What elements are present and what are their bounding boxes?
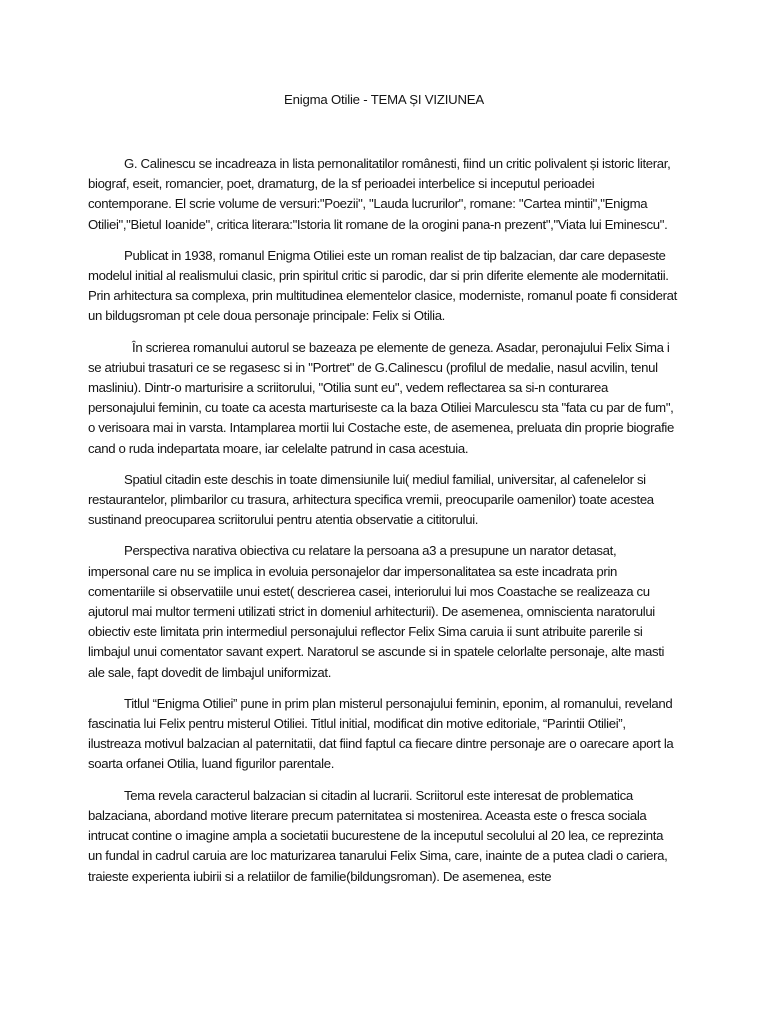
paragraph-narrative-perspective: Perspectiva narativa obiectiva cu relatare la persoana a3 a presupune un narator detasat, impersonal care nu se implica in evoluia personajelor dar impersonalitatea sa este incadrata prin comentariile si observatiile unui estet( descrierea casei, interiorului lui mos Coastache se realizeaza cu ajutorul mai multor termeni utilizati strict in domeniul arhitecturii). De asemenea, omniscienta naratorului obiectiv este limitata prin intermediul personajului reflector Felix Sima caruia ii sunt atribuite parerile si limbajul unui comentator savant expert. Naratorul se ascunde si in spatele celorlalte personaje, alte masti ale sale, fapt dovedit de limbajul uniformizat.	[88, 543, 665, 680]
document-title: Enigma Otilie - TEMA ȘI VIZIUNEA	[283, 92, 484, 107]
document-body	[88, 154, 678, 898]
paragraph-theme: Tema revela caracterul balzacian si citadin al lucrarii. Scriitorul este interesat de problematica balzaciana, abordand motive literare precum paternitatea si mostenirea. Aceasta este o fresca sociala intrucat contine o imagine ampla a societatii bucurestene de la inceputul secolului al 20 lea, ce reprezinta un fundal in cadrul caruia are loc maturizarea tanarului Felix Sima, care, inainte de a putea cladi o cariera, traieste experienta iubirii si a relatiilor de familie(bildungsroman). De asemenea, este	[88, 787, 668, 884]
paragraph-urban-space: Spatiul citadin este deschis in toate dimensiunile lui( mediul familial, universitar, al cafenelelor si restaurantelor, plimbarilor cu trasura, arhitectura specifica vremii, preocuparile oamenilor) toate acestea sustinand preocuparea scriitorului pentru atentia observatie a cititorului.	[88, 471, 654, 528]
paragraph-title: Titlul “Enigma Otiliei” pune in prim plan misterul personajului feminin, eponim, al romanului, reveland fascinatia lui Felix pentru misterul Otiliei. Titlul initial, modificat din motive editoriale, “Parintii Otiliei”, ilustreaza motivul balzacian al paternitatii, dat fiind faptul ca fiecare dintre personaje are o oarecare aport la soarta orfanei Otilia, luand figurilor parentale.	[88, 695, 674, 772]
paragraph-intro: G. Calinescu se incadreaza in lista pernonalitatilor românesti, fiind un critic polivalent și istoric literar, biograf, eseit, romancier, poet, dramaturg, de la sf perioadei interbelice si inceputul perioadei contemporane. El scrie volume de versuri:"Poezii", "Lauda lucrurilor", romane: "Cartea mintii","Enigma Otiliei","Bietul Ioanide", critica literara:"Istoria lit romane de la orogini pana-n prezent","Viata lui Eminescu".	[88, 156, 671, 232]
paragraph-genesis: În scrierea romanului autorul se bazeaza pe elemente de geneza. Asadar, peronajului Felix Sima i se atriubui trasaturi ce se regasesc si in "Portret" de G.Calinescu (profilul de medalie, nasul acvilin, tenul masliniu). Dintr-o marturisire a scriitorului, "Otilia sunt eu", vedem reflectarea sa si-n conturarea personajului feminin, cu toate ca acesta marturiseste ca la baza Otiliei Marculescu sta "fata cu par de fum", o verisoara mai in varsta. Intamplarea mortii lui Costache este, de asemenea, preluata din proprie biografie cand o ruda indepartata moare, iar celelalte patrund in casa acestuia.	[88, 339, 674, 456]
paragraph-publication: Publicat in 1938, romanul Enigma Otiliei este un roman realist de tip balzacian, dar care depaseste modelul initial al realismului clasic, prin spiritul critic si parodic, dar si prin diferite elemente ale modernitatii. Prin arhitectura sa complexa, prin multitudinea elementelor clasice, moderniste, romanul poate fi considerat un bildugsroman pt cele doua personaje principale: Felix si Otilia.	[88, 247, 677, 324]
